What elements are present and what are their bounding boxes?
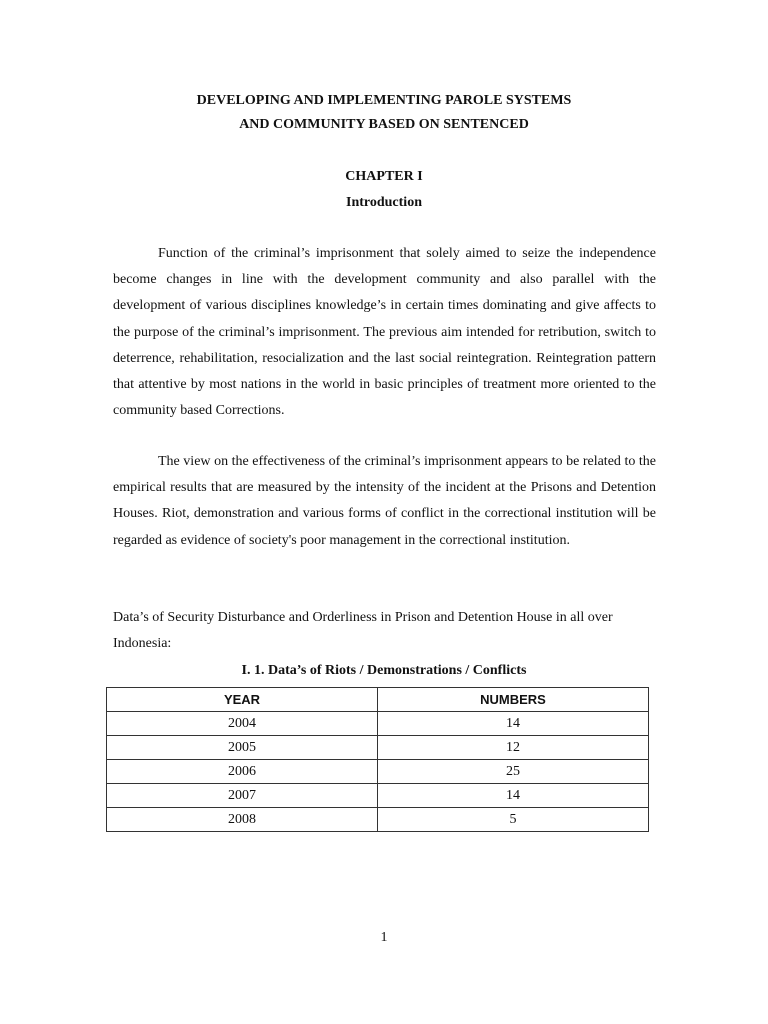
table-header-row: [107, 688, 649, 712]
table-cell-year: 2007: [107, 784, 378, 808]
table-cell-year: 2004: [107, 712, 378, 736]
table-row: [107, 784, 649, 808]
table-row: [107, 760, 649, 784]
riots-data-table: [106, 687, 649, 832]
document-title-line-2: AND COMMUNITY BASED ON SENTENCED: [239, 117, 529, 132]
table-cell-year: 2008: [107, 808, 378, 832]
table-header-numbers: NUMBERS: [378, 688, 649, 712]
chapter-heading: CHAPTER I: [345, 169, 423, 184]
body-paragraph: Data’s of Security Disturbance and Orderliness in Prison and Detention House in all over Indonesia:: [113, 610, 613, 652]
table-cell-number: 14: [378, 712, 649, 736]
table-header-year: YEAR: [107, 688, 378, 712]
table-cell-year: 2006: [107, 760, 378, 784]
section-heading: Introduction: [346, 195, 422, 210]
table-row: [107, 736, 649, 760]
table-cell-number: 14: [378, 784, 649, 808]
table-caption: I. 1. Data’s of Riots / Demonstrations / Conflicts: [241, 663, 527, 678]
table-cell-number: 5: [378, 808, 649, 832]
table-row: [107, 808, 649, 832]
body-paragraph: Function of the criminal’s imprisonment that solely aimed to seize the independence become changes in line with the development community and also parallel with the development of various disciplines knowledge’s in certain times dominating and give affects to the purpose of the criminal’s imprisonment. The previous aim intended for retribution, switch to deterrence, rehabilitation, resocialization and the last social reintegration. Reintegration pattern that attentive by most nations in the world in basic principles of treatment more oriented to the community based Corrections.: [113, 246, 656, 419]
document-title-line-1: DEVELOPING AND IMPLEMENTING PAROLE SYSTEMS: [196, 93, 572, 108]
table-row: [107, 712, 649, 736]
table-cell-number: 12: [378, 736, 649, 760]
page-number: 1: [380, 930, 388, 945]
body-paragraph: The view on the effectiveness of the criminal’s imprisonment appears to be related to the empirical results that are measured by the intensity of the incident at the Prisons and Detention Houses. Riot, demonstration and various forms of conflict in the correctional institution will be regarded as evidence of society's poor management in the correctional institution.: [113, 454, 656, 548]
table-cell-number: 25: [378, 760, 649, 784]
table-cell-year: 2005: [107, 736, 378, 760]
